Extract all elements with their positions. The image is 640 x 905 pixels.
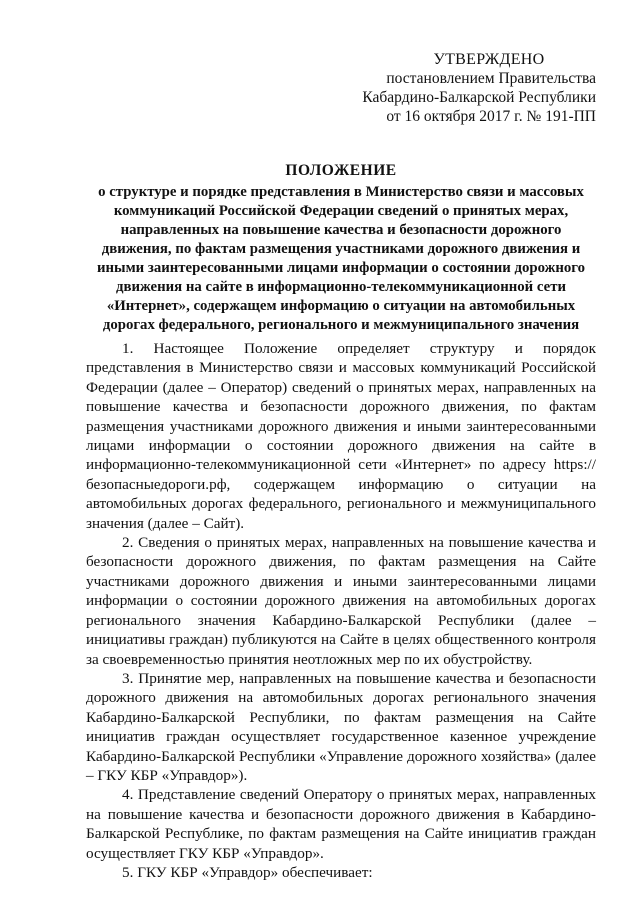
subtitle-line: о структуре и порядке представления в Министерство связи и массовых bbox=[98, 184, 584, 200]
paragraph-2: 2. Сведения о принятых мерах, направленных на повышение качества и безопасности дорожного движения, по фактам размещения на Сайте участниками дорожного движения и иными заинтересованными лицами информации о состоянии дорожного движения на автомобильных дорогах регионального значения Кабардино-Балкарской Республики (далее – инициативы граждан) публикуются на Сайте в целях общественного контроля за своевременностью принятия неотложных мер по их обустройству. bbox=[86, 534, 596, 668]
approval-line-3: от 16 октября 2017 г. № 191-ПП bbox=[386, 108, 596, 125]
approval-heading: УТВЕРЖДЕНО bbox=[433, 51, 545, 68]
paragraph-5: 5. ГКУ КБР «Управдор» обеспечивает: bbox=[122, 863, 373, 881]
paragraph-1: 1. Настоящее Положение определяет структуру и порядок представления в Министерство связи и массовых коммуникаций Российской Федерации (далее – Оператор) сведений о принятых мерах, направленных на повышение качества и безопасности дорожного движения, по фактам размещения участниками дорожного движения и иными заинтересованными лицами информации о состоянии дорожного движения на сайте в информационно-телекоммуникационной сети «Интернет» по адресу https://безопасныедороги.рф, содержащем информацию о ситуации на автомобильных дорогах федерального, регионального и межмуниципального значения (далее – Сайт). bbox=[86, 340, 596, 532]
approval-stamp bbox=[330, 50, 596, 126]
subtitle-line: иными заинтересованными лицами информации о состоянии дорожного bbox=[96, 260, 586, 276]
approval-line-2: Кабардино-Балкарской Республики bbox=[362, 89, 596, 106]
document-body bbox=[86, 339, 596, 882]
subtitle-line: дорогах федерального, регионального и межмуниципального значения bbox=[102, 317, 580, 333]
subtitle-line: движения на сайте в информационно-телекоммуникационной сети bbox=[116, 279, 566, 295]
subtitle-line: направленных на повышение качества и безопасности дорожного bbox=[120, 222, 562, 238]
document-title: ПОЛОЖЕНИЕ bbox=[285, 162, 397, 179]
paragraph-3: 3. Принятие мер, направленных на повышение качества и безопасности дорожного движения на автомобильных дорогах регионального значения Кабардино-Балкарской Республики, по фактам размещения на Сайте инициатив граждан осуществляет государственное казенное учреждение Кабардино-Балкарской Республики «Управление дорожного хозяйства» (далее – ГКУ КБР «Управдор»). bbox=[86, 669, 596, 784]
subtitle-line: коммуникаций Российской Федерации сведений о принятых мерах, bbox=[113, 203, 569, 219]
subtitle-line: движения, по фактам размещения участниками дорожного движения и bbox=[101, 241, 581, 257]
subtitle-line: «Интернет», содержащем информацию о ситуации на автомобильных bbox=[106, 298, 576, 314]
paragraph-4: 4. Представление сведений Оператору о принятых мерах, направленных на повышение качества и безопасности дорожного движения в Кабардино-Балкарской Республике, по фактам размещения на Сайте инициатив граждан осуществляет ГКУ КБР «Управдор». bbox=[86, 786, 596, 862]
document-title-block bbox=[86, 161, 596, 335]
approval-line-1: постановлением Правительства bbox=[386, 70, 596, 87]
